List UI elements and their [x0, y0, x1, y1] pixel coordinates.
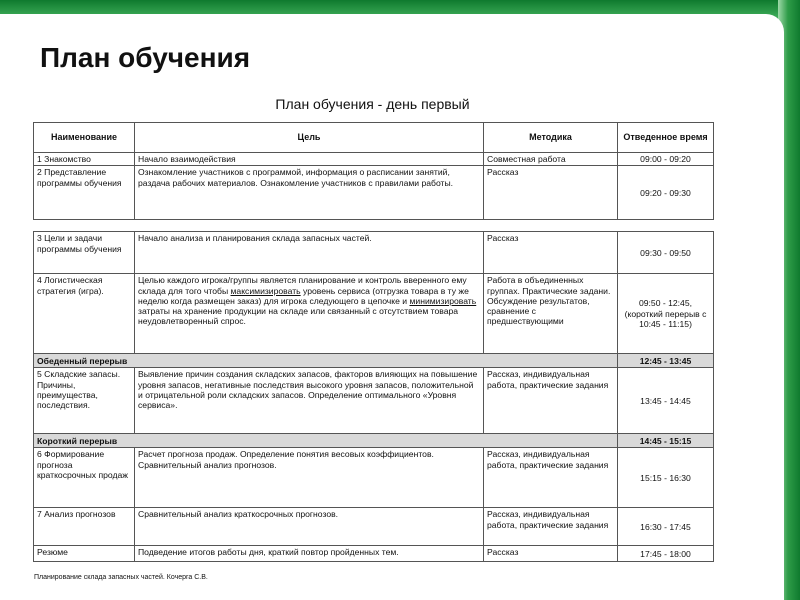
break-time: 14:45 - 15:15 — [618, 434, 714, 448]
document-title: План обучения - день первый — [275, 96, 470, 112]
table-row — [34, 274, 714, 354]
row-goal: Подведение итогов работы дня, краткий повтор пройденных тем. — [135, 546, 484, 562]
goal-emphasis: минимизировать — [409, 295, 477, 306]
row-method: Работа в объединенных группах. Практические задани. Обсуждение результатов, сравнение с предшествующими — [484, 274, 618, 354]
row-time: 09:50 - 12:45, (короткий перерыв с 10:45 - 11:15) — [618, 274, 714, 354]
row-method: Рассказ — [484, 166, 618, 220]
row-method: Совместная работа — [484, 153, 618, 166]
row-method: Рассказ, индивидуальная работа, практические задания — [484, 508, 618, 546]
training-plan-table — [33, 122, 714, 562]
table-row — [34, 368, 714, 434]
goal-text: Целью каждого игрока/группы является планирование и контроль вверенного ему склада для того чтобы — [138, 275, 467, 296]
row-time: 15:15 - 16:30 — [618, 448, 714, 508]
row-goal: Начало анализа и планирования склада запасных частей. — [135, 232, 484, 274]
row-time: 09:00 - 09:20 — [618, 153, 714, 166]
row-name: 4 Логистическая стратегия (игра). — [34, 274, 135, 354]
header-method: Методика — [484, 123, 618, 153]
row-method: Рассказ — [484, 232, 618, 274]
row-method: Рассказ, индивидуальная работа, практические задания — [484, 368, 618, 434]
header-time: Отведенное время — [618, 123, 714, 153]
row-goal: Начало взаимодействия — [135, 153, 484, 166]
row-name: 3 Цели и задачи программы обучения — [34, 232, 135, 274]
break-label: Короткий перерыв — [34, 434, 618, 448]
table-row — [34, 508, 714, 546]
table-row — [34, 448, 714, 508]
row-name: 7 Анализ прогнозов — [34, 508, 135, 546]
row-goal: Выявление причин создания складских запасов, факторов влияющих на повышение уровня запасов, негативные последствия высокого уровня запасов, положительной и отрицательной роли складских запасов. Определение оптимального «Уровня сервиса». — [135, 368, 484, 434]
row-time: 17:45 - 18:00 — [618, 546, 714, 562]
header-goal: Цель — [135, 123, 484, 153]
table-row — [34, 546, 714, 562]
row-method: Рассказ — [484, 546, 618, 562]
row-name: 6 Формирование прогноза краткосрочных продаж — [34, 448, 135, 508]
table-row — [34, 166, 714, 220]
row-name: 2 Представление программы обучения — [34, 166, 135, 220]
break-label: Обеденный перерыв — [34, 354, 618, 368]
slide — [0, 14, 784, 600]
row-spacer — [34, 220, 714, 232]
table-row — [34, 232, 714, 274]
goal-emphasis: максимизировать — [230, 285, 301, 296]
lunch-break-row — [34, 354, 714, 368]
row-goal: Сравнительный анализ краткосрочных прогнозов. — [135, 508, 484, 546]
table-row — [34, 153, 714, 166]
row-name: Резюме — [34, 546, 135, 562]
short-break-row — [34, 434, 714, 448]
row-time: 16:30 - 17:45 — [618, 508, 714, 546]
row-name: 5 Складские запасы. Причины, преимущества, последствия. — [34, 368, 135, 434]
spacer-cell — [34, 220, 714, 232]
slide-title: План обучения — [40, 42, 251, 73]
goal-text: затраты на хранение продукции на складе или связанный с отсутствием товара неудовлетворенный спрос. — [138, 306, 459, 327]
row-name: 1 Знакомство — [34, 153, 135, 166]
break-time: 12:45 - 13:45 — [618, 354, 714, 368]
row-time: 09:30 - 09:50 — [618, 232, 714, 274]
row-goal: Расчет прогноза продаж. Определение понятия весовых коэффициентов. Сравнительный анализ прогнозов. — [135, 448, 484, 508]
row-goal — [135, 274, 484, 354]
footer-credit: Планирование склада запасных частей. Кочерга С.В. — [34, 574, 208, 581]
row-time: 09:20 - 09:30 — [618, 166, 714, 220]
row-goal: Ознакомление участников с программой, информация о расписании занятий, раздача рабочих материалов. Ознакомление участников с правилами работы. — [135, 166, 484, 220]
row-method: Рассказ, индивидуальная работа, практические задания — [484, 448, 618, 508]
header-name: Наименование — [34, 123, 135, 153]
row-time: 13:45 - 14:45 — [618, 368, 714, 434]
goal-text: уровень сервиса (отгрузка товара в ту же неделю когда размещен заказ) для игрока следующего в цепочке и — [138, 285, 469, 306]
